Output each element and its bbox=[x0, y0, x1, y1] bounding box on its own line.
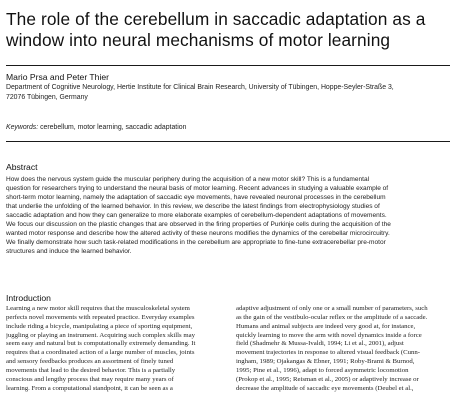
abstract-body bbox=[6, 176, 450, 257]
intro-line: seem easy and natural but is computationally extremely demanding. It bbox=[6, 340, 196, 348]
intro-line: learning. From a computational standpoint, it can be seen as a bbox=[6, 384, 173, 392]
intro-line: movement trajectories in response to altered visual feedback (Cunn- bbox=[236, 349, 421, 357]
keywords-label: Keywords: bbox=[6, 124, 39, 131]
abstract-divider bbox=[6, 141, 450, 142]
introduction-heading: Introduction bbox=[6, 293, 51, 303]
keywords-text: cerebellum, motor learning, saccadic adaptation bbox=[40, 124, 187, 131]
intro-line: juggling or playing an instrument. Acquiring such complex skills may bbox=[6, 331, 195, 339]
abstract-line: question for researchers trying to understand the neural basis of motor learning. Recent advances in studying a valuable example of bbox=[6, 184, 389, 192]
intro-line: (Prokop et al., 1995; Reisman et al., 2005) or adaptively increase or bbox=[236, 375, 419, 383]
abstract-line: How does the nervous system guide the muscular periphery during the acquisition of a new motor skill? This is a fundamental bbox=[6, 176, 370, 183]
intro-line: decrease the amplitude of saccadic eye movements (Deubel et al., bbox=[236, 384, 414, 392]
abstract-line: that underlie the unfolding of the learned behavior. In this review, we describe the latest findings from electrophysiology studies of bbox=[6, 202, 380, 210]
intro-line: include riding a bicycle, manipulating a piece of sporting equipment, bbox=[6, 322, 193, 330]
abstract-line: short-term motor learning, namely the adaptation of saccadic eye movements, have revealed neuronal processes in the cerebellum bbox=[6, 193, 386, 201]
affiliation bbox=[6, 83, 451, 103]
intro-line: and sensory feedbacks produces an assortment of finely tuned bbox=[6, 358, 174, 366]
abstract-line: structures and induce the learned behavior. bbox=[6, 247, 132, 255]
intro-line: perfects novel movements with repeated practice. Everyday examples bbox=[6, 313, 195, 321]
intro-line: quickly learning to move the arm with novel dynamics inside a force bbox=[236, 331, 422, 339]
article-title bbox=[6, 9, 451, 51]
abstract-line: saccadic adaptation and how they can generalize to more elaborate examples of cerebellum-dependent adaptations of movements. bbox=[6, 211, 387, 219]
introduction-column-left bbox=[6, 305, 221, 393]
abstract-heading: Abstract bbox=[6, 162, 38, 172]
affiliation-line: 72076 Tübingen, Germany bbox=[6, 94, 88, 101]
intro-line: movements that lead to the desired behavior. This is a partially bbox=[6, 366, 176, 374]
intro-line: as the gain of the vestibulo-ocular reflex or the amplitude of a saccade. bbox=[236, 313, 428, 321]
intro-line: field (Shadmehr & Mussa-Ivaldi, 1994; Li et al., 2001), adjust bbox=[236, 340, 404, 348]
intro-line: requires that a coordinated action of a large number of muscles, joints bbox=[6, 349, 195, 357]
introduction-column-right bbox=[236, 305, 451, 393]
abstract-line: We finally demonstrate how such task-related modifications in the cerebellum are appropriate to fine-tune extracerebellar pre-motor bbox=[6, 238, 386, 246]
top-divider bbox=[6, 65, 450, 66]
keywords bbox=[6, 124, 186, 131]
affiliation-line: Department of Cognitive Neurology, Hertie Institute for Clinical Brain Research, University of Tübingen, Hoppe-Seyler-Straße 3, bbox=[6, 84, 394, 91]
intro-line: conscious and lengthy process that may require many years of bbox=[6, 375, 174, 383]
abstract-line: wanted motor response and describe how the altered activity of these neurons modifies the dynamics of the cerebellar microcircuitry. bbox=[6, 229, 390, 237]
authors: Mario Prsa and Peter Thier bbox=[6, 72, 110, 82]
abstract-line: We focus our discussion on the plastic changes that are observed in the firing properties of Purkinje cells during the acquisition of the bbox=[6, 220, 391, 228]
intro-line: Learning a new motor skill requires that the musculoskeletal system bbox=[6, 305, 190, 312]
intro-line: 1995; Pine et al., 1996), adapt to forced asymmetric locomotion bbox=[236, 366, 409, 374]
intro-line: ingham, 1989; Ojakangas & Ebner, 1991; Roby-Brami & Burnod, bbox=[236, 358, 415, 366]
intro-line: Humans and animal subjects are indeed very good at, for instance, bbox=[236, 322, 416, 330]
intro-line: adaptive adjustment of only one or a small number of parameters, such bbox=[236, 305, 428, 312]
title-line: window into neural mechanisms of motor learning bbox=[6, 30, 391, 50]
title-line: The role of the cerebellum in saccadic adaptation as a bbox=[6, 9, 426, 29]
